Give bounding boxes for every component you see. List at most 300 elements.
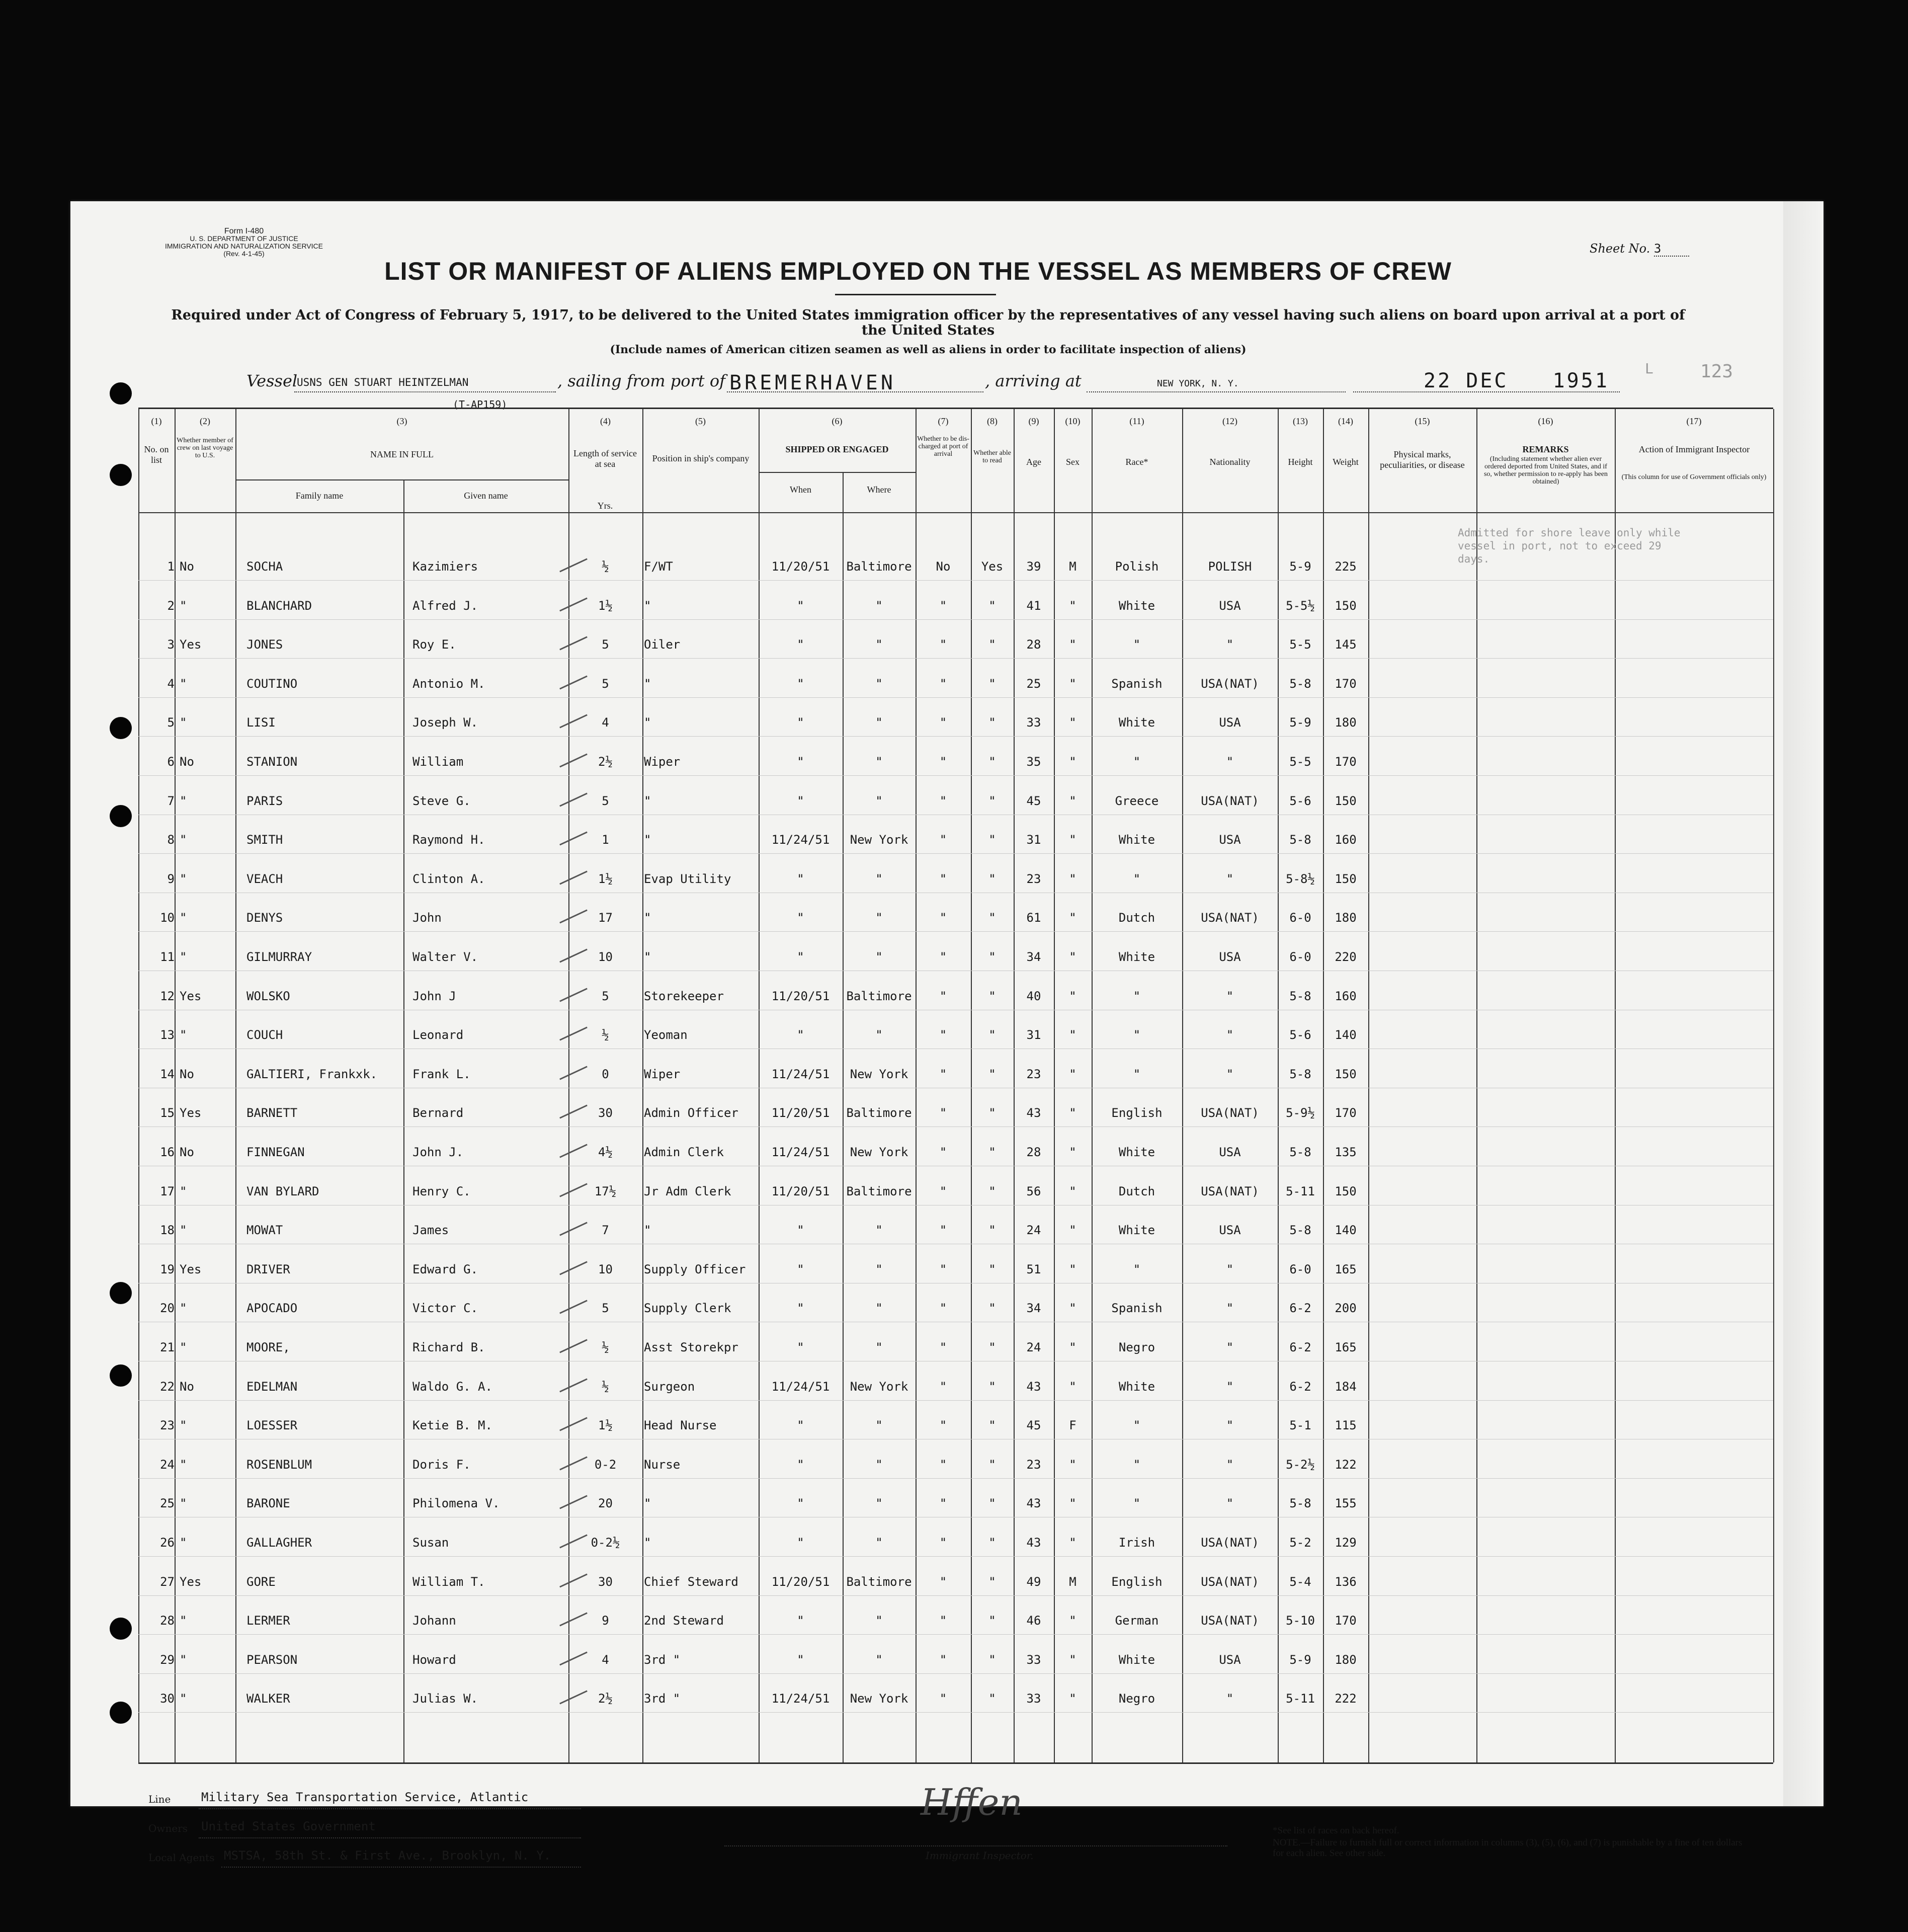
cell-family: MOWAT bbox=[246, 1223, 283, 1238]
cell-family: VAN BYLARD bbox=[246, 1184, 319, 1198]
row-rule bbox=[138, 931, 1773, 932]
cell-yrs: 5 bbox=[602, 1301, 609, 1316]
row-rule bbox=[138, 580, 1773, 581]
cell-weight: 180 bbox=[1335, 715, 1357, 730]
cell-height: 5-5½ bbox=[1286, 598, 1315, 613]
row-rule bbox=[138, 1126, 1773, 1127]
cell-age: 31 bbox=[1026, 833, 1041, 847]
cell-nat: " bbox=[1226, 1301, 1234, 1316]
cell-height: 5-8 bbox=[1289, 989, 1311, 1003]
cell-no: 17 bbox=[160, 1184, 175, 1198]
cell-read: " bbox=[988, 1496, 996, 1511]
cell-family: GILMURRAY bbox=[246, 950, 312, 964]
cell-read: " bbox=[988, 1340, 996, 1354]
cell-given: Philomena V. bbox=[412, 1496, 500, 1511]
cell-family: COUTINO bbox=[246, 676, 298, 691]
cell-height: 5-5 bbox=[1289, 637, 1311, 652]
cell-disch: " bbox=[939, 989, 947, 1003]
cell-when: " bbox=[797, 911, 804, 925]
sailing-label: , sailing from port of bbox=[557, 371, 725, 390]
cell-yrs: 20 bbox=[598, 1496, 613, 1511]
cell-weight: 122 bbox=[1335, 1457, 1357, 1472]
cell-no: 29 bbox=[160, 1652, 175, 1667]
cell-given: William bbox=[412, 755, 464, 769]
col-num: (10) bbox=[1065, 416, 1081, 426]
cell-sex: " bbox=[1069, 1340, 1076, 1354]
cell-position: 3rd " bbox=[644, 1652, 681, 1667]
cell-race: White bbox=[1118, 715, 1155, 730]
cell-position: F/WT bbox=[644, 559, 673, 574]
vessel-name: USNS GEN STUART HEINTZELMAN bbox=[297, 376, 469, 388]
col-head-member: Whether member of crew on last voyage to U.S. bbox=[177, 437, 233, 459]
owners-value: United States Government bbox=[201, 1819, 376, 1833]
cell-sex: " bbox=[1069, 1301, 1076, 1316]
cell-no: 27 bbox=[160, 1574, 175, 1589]
cell-member: " bbox=[180, 833, 187, 847]
cell-weight: 180 bbox=[1335, 1652, 1357, 1667]
cell-age: 34 bbox=[1026, 1301, 1041, 1316]
cell-position: Supply Clerk bbox=[644, 1301, 731, 1316]
sheet-number bbox=[1590, 242, 1689, 257]
cell-member: " bbox=[180, 950, 187, 964]
agents-label: Local Agents bbox=[148, 1852, 215, 1864]
cell-weight: 220 bbox=[1335, 950, 1357, 964]
cell-age: 43 bbox=[1026, 1536, 1041, 1550]
col-num: (1) bbox=[151, 416, 162, 426]
cell-sex: " bbox=[1069, 1067, 1076, 1081]
cell-member: " bbox=[180, 1692, 187, 1706]
cell-when: " bbox=[797, 950, 804, 964]
cell-nat: " bbox=[1226, 755, 1234, 769]
col-head-remarks-sub: (Including statement whether alien ever ordered deported from United States, and if so, whether permission to re-apply has been obtained) bbox=[1483, 455, 1608, 486]
cell-disch: " bbox=[939, 676, 947, 691]
cell-height: 5-8 bbox=[1289, 1496, 1311, 1511]
cell-position: Supply Officer bbox=[644, 1262, 746, 1276]
cell-family: PEARSON bbox=[246, 1652, 298, 1667]
cell-nat: USA bbox=[1219, 1145, 1241, 1159]
cell-no: 21 bbox=[160, 1340, 175, 1354]
cell-when: " bbox=[797, 793, 804, 808]
cell-family: PARIS bbox=[246, 793, 283, 808]
cell-height: 5-9½ bbox=[1286, 1106, 1315, 1120]
cell-yrs: 4 bbox=[602, 715, 609, 730]
col-head-where: Where bbox=[867, 485, 891, 495]
cell-member: " bbox=[180, 911, 187, 925]
cell-member: " bbox=[180, 1184, 187, 1198]
cell-race: Greece bbox=[1115, 793, 1159, 808]
cell-member: " bbox=[180, 793, 187, 808]
cell-no: 15 bbox=[160, 1106, 175, 1120]
cell-no: 6 bbox=[167, 755, 175, 769]
cell-age: 31 bbox=[1026, 1028, 1041, 1042]
cell-read: " bbox=[988, 1106, 996, 1120]
cell-position: " bbox=[644, 1496, 651, 1511]
cell-weight: 165 bbox=[1335, 1262, 1357, 1276]
cell-nat: USA bbox=[1219, 1652, 1241, 1667]
cell-where: " bbox=[875, 637, 883, 652]
cell-sex: " bbox=[1069, 1106, 1076, 1120]
cell-nat: USA bbox=[1219, 715, 1241, 730]
cell-sex: " bbox=[1069, 911, 1076, 925]
cell-disch: " bbox=[939, 793, 947, 808]
cell-when: 11/24/51 bbox=[771, 1067, 830, 1081]
cell-race: " bbox=[1133, 1028, 1141, 1042]
cell-race: German bbox=[1115, 1614, 1159, 1628]
cell-height: 6-2 bbox=[1289, 1379, 1311, 1394]
cell-family: BLANCHARD bbox=[246, 598, 312, 613]
cell-height: 5-2 bbox=[1289, 1536, 1311, 1550]
cell-disch: " bbox=[939, 1145, 947, 1159]
cell-weight: 150 bbox=[1335, 793, 1357, 808]
cell-height: 5-8 bbox=[1289, 676, 1311, 691]
cell-sex: M bbox=[1069, 1574, 1076, 1589]
cell-read: " bbox=[988, 1652, 996, 1667]
cell-where: Baltimore bbox=[846, 1106, 912, 1120]
cell-given: James bbox=[412, 1223, 449, 1238]
cell-family: EDELMAN bbox=[246, 1379, 298, 1394]
cell-where: " bbox=[875, 598, 883, 613]
col-head-weight: Weight bbox=[1333, 457, 1359, 467]
cell-where: New York bbox=[850, 1067, 908, 1081]
cell-race: " bbox=[1133, 871, 1141, 886]
cell-read: " bbox=[988, 950, 996, 964]
cell-where: Baltimore bbox=[846, 1184, 912, 1198]
cell-when: " bbox=[797, 598, 804, 613]
cell-read: " bbox=[988, 1536, 996, 1550]
agents-field-line bbox=[221, 1867, 581, 1868]
cell-height: 5-6 bbox=[1289, 793, 1311, 808]
inspector-signature: Hffen bbox=[921, 1781, 1023, 1823]
cell-age: 46 bbox=[1026, 1614, 1041, 1628]
cell-height: 5-11 bbox=[1286, 1692, 1315, 1706]
cell-member: " bbox=[180, 1652, 187, 1667]
cell-nat: " bbox=[1226, 1067, 1234, 1081]
cell-nat: " bbox=[1226, 1418, 1234, 1433]
col-num: (3) bbox=[396, 416, 407, 426]
cell-age: 45 bbox=[1026, 793, 1041, 808]
cell-race: " bbox=[1133, 1496, 1141, 1511]
cell-sex: " bbox=[1069, 1184, 1076, 1198]
cell-sex: " bbox=[1069, 1496, 1076, 1511]
cell-read: " bbox=[988, 1574, 996, 1589]
cell-nat: " bbox=[1226, 871, 1234, 886]
cell-member: " bbox=[180, 715, 187, 730]
cell-member: " bbox=[180, 676, 187, 691]
cell-height: 5-8½ bbox=[1286, 871, 1315, 886]
cell-member: Yes bbox=[180, 637, 202, 652]
cell-weight: 170 bbox=[1335, 676, 1357, 691]
agents-value: MSTSA, 58th St. & First Ave., Brooklyn, N. Y. bbox=[224, 1848, 551, 1863]
cell-given: Richard B. bbox=[412, 1340, 485, 1354]
cell-read: " bbox=[988, 1301, 996, 1316]
cell-family: FINNEGAN bbox=[246, 1145, 305, 1159]
cell-position: Nurse bbox=[644, 1457, 681, 1472]
cell-yrs: 2½ bbox=[598, 755, 613, 769]
cell-member: " bbox=[180, 1223, 187, 1238]
cell-age: 51 bbox=[1026, 1262, 1041, 1276]
col-num: (6) bbox=[832, 416, 843, 426]
cell-where: " bbox=[875, 1340, 883, 1354]
col-num: (2) bbox=[200, 416, 210, 426]
cell-race: White bbox=[1118, 1145, 1155, 1159]
cell-family: DRIVER bbox=[246, 1262, 290, 1276]
form-department: U. S. DEPARTMENT OF JUSTICE bbox=[190, 234, 298, 243]
cell-sex: " bbox=[1069, 833, 1076, 847]
cell-nat: " bbox=[1226, 1262, 1234, 1276]
cell-where: " bbox=[875, 1614, 883, 1628]
departure-port: BREMERHAVEN bbox=[729, 371, 896, 394]
cell-nat: USA(NAT) bbox=[1201, 1106, 1259, 1120]
cell-disch: " bbox=[939, 911, 947, 925]
col-num: (11) bbox=[1129, 416, 1144, 426]
cell-where: Baltimore bbox=[846, 989, 912, 1003]
cell-age: 61 bbox=[1026, 911, 1041, 925]
cell-given: Raymond H. bbox=[412, 833, 485, 847]
col-head-name: NAME IN FULL bbox=[370, 449, 434, 459]
col-num: (4) bbox=[600, 416, 611, 426]
cell-disch: " bbox=[939, 1184, 947, 1198]
cell-weight: 136 bbox=[1335, 1574, 1357, 1589]
col-num: (5) bbox=[695, 416, 706, 426]
cell-no: 12 bbox=[160, 989, 175, 1003]
cell-family: LISI bbox=[246, 715, 276, 730]
cell-member: " bbox=[180, 1536, 187, 1550]
binder-hole bbox=[110, 1282, 132, 1304]
cell-disch: " bbox=[939, 950, 947, 964]
cell-when: 11/20/51 bbox=[771, 1184, 830, 1198]
cell-no: 26 bbox=[160, 1536, 175, 1550]
cell-weight: 200 bbox=[1335, 1301, 1357, 1316]
cell-position: Storekeeper bbox=[644, 989, 724, 1003]
cell-member: " bbox=[180, 1457, 187, 1472]
binder-hole bbox=[110, 1364, 132, 1387]
cell-disch: " bbox=[939, 1106, 947, 1120]
cell-disch: " bbox=[939, 1457, 947, 1472]
cell-member: Yes bbox=[180, 1574, 202, 1589]
cell-read: " bbox=[988, 793, 996, 808]
cell-weight: 135 bbox=[1335, 1145, 1357, 1159]
cell-yrs: 5 bbox=[602, 989, 609, 1003]
cell-read: " bbox=[988, 1067, 996, 1081]
cell-race: Irish bbox=[1118, 1536, 1155, 1550]
col-head-physical: Physical marks, peculiarities, or disease bbox=[1380, 449, 1465, 470]
cell-age: 23 bbox=[1026, 871, 1041, 886]
cell-given: Alfred J. bbox=[412, 598, 478, 613]
cell-yrs: 17½ bbox=[594, 1184, 617, 1198]
cell-nat: " bbox=[1226, 1692, 1234, 1706]
cell-position: " bbox=[644, 793, 651, 808]
cell-age: 49 bbox=[1026, 1574, 1041, 1589]
col-num: (8) bbox=[987, 416, 998, 426]
cell-position: Chief Steward bbox=[644, 1574, 738, 1589]
cell-age: 28 bbox=[1026, 1145, 1041, 1159]
cell-given: Antonio M. bbox=[412, 676, 485, 691]
cell-family: LOESSER bbox=[246, 1418, 298, 1433]
cell-age: 34 bbox=[1026, 950, 1041, 964]
cell-nat: " bbox=[1226, 1496, 1234, 1511]
cell-no: 7 bbox=[167, 793, 175, 808]
cell-when: " bbox=[797, 871, 804, 886]
cell-yrs: 5 bbox=[602, 676, 609, 691]
cell-race: " bbox=[1133, 755, 1141, 769]
cell-family: WALKER bbox=[246, 1692, 290, 1706]
cell-disch: " bbox=[939, 871, 947, 886]
cell-position: Oiler bbox=[644, 637, 681, 652]
cell-weight: 160 bbox=[1335, 833, 1357, 847]
cell-member: " bbox=[180, 1301, 187, 1316]
binder-hole bbox=[110, 1702, 132, 1724]
row-rule bbox=[138, 1712, 1773, 1713]
cell-no: 25 bbox=[160, 1496, 175, 1511]
vessel-designation: (T-AP159) bbox=[453, 398, 508, 411]
col-num: (17) bbox=[1686, 416, 1702, 426]
cell-read: " bbox=[988, 637, 996, 652]
cell-race: White bbox=[1118, 1223, 1155, 1238]
cell-age: 23 bbox=[1026, 1067, 1041, 1081]
cell-sex: F bbox=[1069, 1418, 1076, 1433]
cell-when: " bbox=[797, 1496, 804, 1511]
cell-family: VEACH bbox=[246, 871, 283, 886]
vessel-label: Vessel bbox=[246, 371, 298, 390]
cell-disch: " bbox=[939, 1418, 947, 1433]
cell-sex: " bbox=[1069, 871, 1076, 886]
cell-age: 43 bbox=[1026, 1496, 1041, 1511]
cell-where: " bbox=[875, 1223, 883, 1238]
cell-given: Bernard bbox=[412, 1106, 464, 1120]
cell-race: White bbox=[1118, 950, 1155, 964]
cell-when: 11/20/51 bbox=[771, 1106, 830, 1120]
sheet-value: 3 bbox=[1654, 242, 1689, 257]
cell-sex: " bbox=[1069, 715, 1076, 730]
cell-height: 5-10 bbox=[1286, 1614, 1315, 1628]
cell-weight: 140 bbox=[1335, 1028, 1357, 1042]
cell-weight: 150 bbox=[1335, 871, 1357, 886]
cell-weight: 115 bbox=[1335, 1418, 1357, 1433]
cell-age: 33 bbox=[1026, 1652, 1041, 1667]
cell-age: 43 bbox=[1026, 1379, 1041, 1394]
cell-read: " bbox=[988, 1223, 996, 1238]
cell-age: 33 bbox=[1026, 715, 1041, 730]
col-num: (16) bbox=[1538, 416, 1553, 426]
cell-when: 11/20/51 bbox=[771, 1574, 830, 1589]
cell-read: " bbox=[988, 1379, 996, 1394]
cell-yrs: 0-2 bbox=[594, 1457, 617, 1472]
col-num: (15) bbox=[1415, 416, 1430, 426]
cell-race: White bbox=[1118, 1379, 1155, 1394]
cell-family: BARONE bbox=[246, 1496, 290, 1511]
cell-height: 5-11 bbox=[1286, 1184, 1315, 1198]
cell-height: 5-1 bbox=[1289, 1418, 1311, 1433]
cell-position: " bbox=[644, 1223, 651, 1238]
cell-no: 5 bbox=[167, 715, 175, 730]
cell-read: " bbox=[988, 715, 996, 730]
cell-given: Kazimiers bbox=[412, 559, 478, 574]
cell-nat: USA bbox=[1219, 598, 1241, 613]
cell-member: No bbox=[180, 1145, 194, 1159]
cell-family: SOCHA bbox=[246, 559, 283, 574]
arrival-city: NEW YORK, N. Y. bbox=[1157, 378, 1239, 389]
shore-leave-stamp: Admitted for shore leave only while vessel in port, not to exceed 29 days. bbox=[1458, 527, 1681, 565]
cell-family: WOLSKO bbox=[246, 989, 290, 1003]
cell-read: " bbox=[988, 1418, 996, 1433]
inspector-field-line bbox=[724, 1845, 1227, 1846]
cell-height: 5-8 bbox=[1289, 1145, 1311, 1159]
cell-position: " bbox=[644, 1536, 651, 1550]
cell-position: 3rd " bbox=[644, 1692, 681, 1706]
col-num: (7) bbox=[938, 416, 949, 426]
cell-disch: " bbox=[939, 1536, 947, 1550]
cell-given: Walter V. bbox=[412, 950, 478, 964]
cell-yrs: ½ bbox=[602, 1028, 609, 1042]
cell-weight: 155 bbox=[1335, 1496, 1357, 1511]
row-rule bbox=[138, 853, 1773, 854]
row-rule bbox=[138, 697, 1773, 698]
cell-disch: " bbox=[939, 1496, 947, 1511]
cell-yrs: 5 bbox=[602, 793, 609, 808]
cell-when: " bbox=[797, 1223, 804, 1238]
title-underline bbox=[835, 294, 996, 295]
cell-yrs: 10 bbox=[598, 1262, 613, 1276]
cell-sex: " bbox=[1069, 1536, 1076, 1550]
page-title: LIST OR MANIFEST OF ALIENS EMPLOYED ON THE VESSEL AS MEMBERS OF CREW bbox=[384, 257, 1452, 285]
cell-height: 5-9 bbox=[1289, 1652, 1311, 1667]
cell-weight: 150 bbox=[1335, 1184, 1357, 1198]
col-head-race: Race* bbox=[1125, 457, 1148, 467]
cell-height: 6-2 bbox=[1289, 1301, 1311, 1316]
cell-member: " bbox=[180, 1496, 187, 1511]
cell-position: " bbox=[644, 676, 651, 691]
row-rule bbox=[138, 619, 1773, 620]
cell-position: Surgeon bbox=[644, 1379, 695, 1394]
cell-where: " bbox=[875, 1536, 883, 1550]
cell-disch: " bbox=[939, 715, 947, 730]
cell-member: No bbox=[180, 755, 194, 769]
cell-no: 16 bbox=[160, 1145, 175, 1159]
col-head-age: Age bbox=[1026, 457, 1041, 467]
cell-disch: " bbox=[939, 1028, 947, 1042]
cell-sex: " bbox=[1069, 989, 1076, 1003]
cell-nat: USA(NAT) bbox=[1201, 911, 1259, 925]
include-note: (Include names of American citizen seamen as well as aliens in order to facilitate inspection of aliens) bbox=[610, 343, 1247, 356]
cell-position: Head Nurse bbox=[644, 1418, 717, 1433]
cell-weight: 165 bbox=[1335, 1340, 1357, 1354]
cell-yrs: 4½ bbox=[598, 1145, 613, 1159]
row-rule bbox=[138, 658, 1773, 659]
cell-given: William T. bbox=[412, 1574, 485, 1589]
cell-family: DENYS bbox=[246, 911, 283, 925]
owners-label: Owners bbox=[148, 1822, 188, 1834]
row-rule bbox=[138, 1595, 1773, 1596]
binder-hole bbox=[110, 717, 132, 739]
cell-when: 11/24/51 bbox=[771, 1379, 830, 1394]
cell-no: 24 bbox=[160, 1457, 175, 1472]
cell-age: 25 bbox=[1026, 676, 1041, 691]
row-rule bbox=[138, 1673, 1773, 1674]
cell-disch: " bbox=[939, 1301, 947, 1316]
cell-family: GALLAGHER bbox=[246, 1536, 312, 1550]
cell-no: 20 bbox=[160, 1301, 175, 1316]
row-rule bbox=[138, 775, 1773, 776]
col-num: (14) bbox=[1338, 416, 1353, 426]
cell-weight: 170 bbox=[1335, 1106, 1357, 1120]
cell-when: " bbox=[797, 1262, 804, 1276]
cell-height: 5-8 bbox=[1289, 833, 1311, 847]
line-label: Line bbox=[148, 1793, 171, 1805]
cell-given: Henry C. bbox=[412, 1184, 471, 1198]
cell-sex: " bbox=[1069, 637, 1076, 652]
cell-race: White bbox=[1118, 598, 1155, 613]
binder-hole bbox=[110, 464, 132, 486]
